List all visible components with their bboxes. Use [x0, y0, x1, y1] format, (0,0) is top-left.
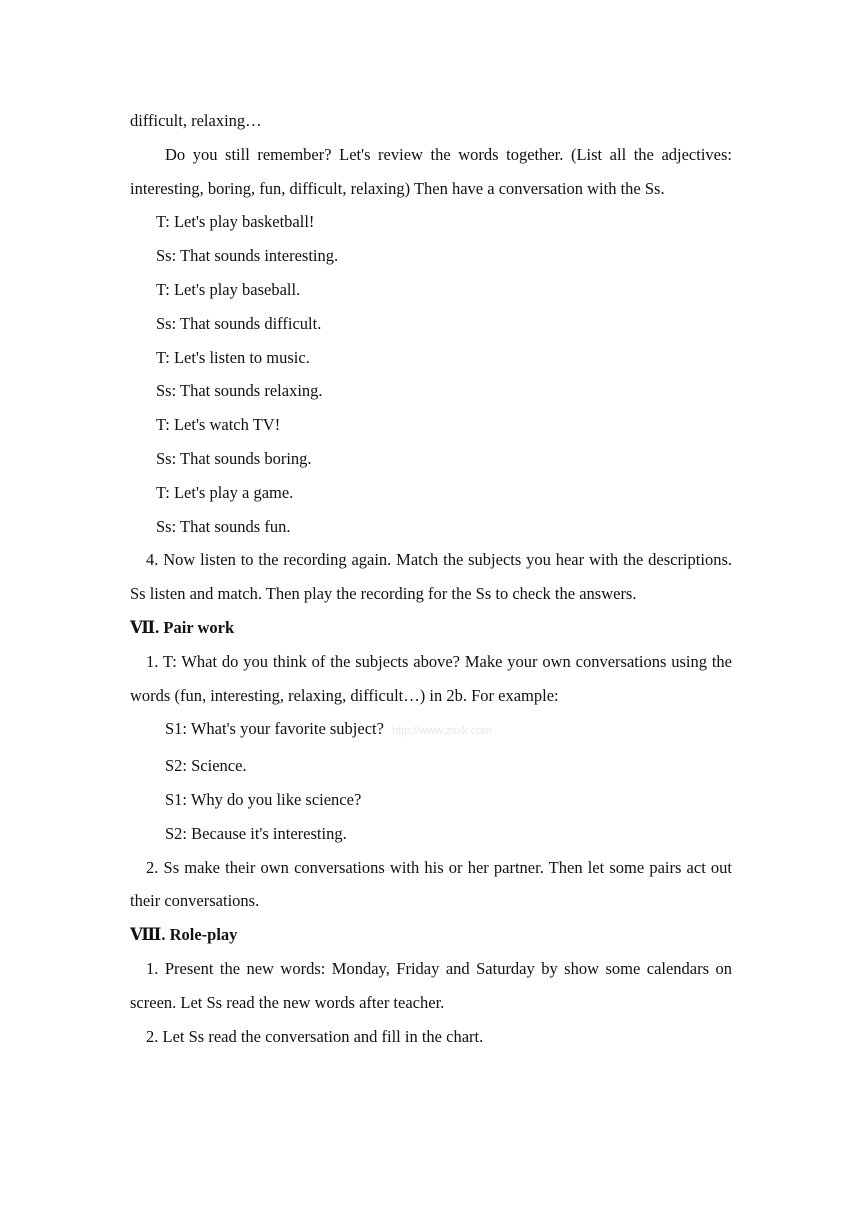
- example-line: [130, 712, 732, 749]
- dialogue-line: Ss: That sounds interesting.: [156, 246, 339, 266]
- example-text: S1: What's your favorite subject?: [165, 719, 384, 739]
- example-line: S2: Because it's interesting.: [165, 823, 347, 843]
- section-heading-pair-work: Ⅶ. Pair work: [130, 617, 235, 637]
- pair-conversation-paragraph: 2. Ss make their own conversations with his or her partner. Then let some pairs act out their conversations.: [130, 857, 732, 911]
- continued-line: difficult, relaxing…: [130, 111, 262, 130]
- dialogue-line: Ss: That sounds fun.: [156, 516, 291, 536]
- example-line: S1: Why do you like science?: [165, 789, 362, 809]
- listening-paragraph: 4. Now listen to the recording again. Match the subjects you hear with the descriptions. Ss listen and match. Then play the recording for the Ss to check the answers.: [130, 550, 732, 604]
- dialogue-line: T: Let's play basketball!: [156, 212, 315, 232]
- review-paragraph: Do you still remember? Let's review the words together. (List all the adjectives: interesting, boring, fun, difficult, relaxing) Then have a conversation with the Ss.: [130, 144, 732, 198]
- watermark-text: http://www.zxxk.com: [391, 725, 492, 738]
- example-line: S2: Science.: [165, 756, 247, 776]
- chart-paragraph: 2. Let Ss read the conversation and fill in the chart.: [146, 1026, 484, 1046]
- dialogue-line: Ss: That sounds relaxing.: [156, 381, 323, 401]
- dialogue-line: T: Let's listen to music.: [156, 347, 310, 367]
- dialogue-line: T: Let's play a game.: [156, 482, 294, 502]
- dialogue-line: Ss: That sounds difficult.: [156, 313, 322, 333]
- pair-work-paragraph: 1. T: What do you think of the subjects above? Make your own conversations using the words (fun, interesting, relaxing, difficult…) in 2b. For example:: [130, 651, 732, 705]
- new-words-paragraph: 1. Present the new words: Monday, Friday and Saturday by show some calendars on screen. Let Ss read the new words after teacher.: [130, 958, 732, 1012]
- dialogue-line: Ss: That sounds boring.: [156, 448, 312, 468]
- dialogue-line: T: Let's play baseball.: [156, 279, 301, 299]
- document-page: [130, 104, 732, 1053]
- dialogue-line: T: Let's watch TV!: [156, 415, 281, 435]
- section-heading-role-play: Ⅷ. Role-play: [130, 925, 238, 945]
